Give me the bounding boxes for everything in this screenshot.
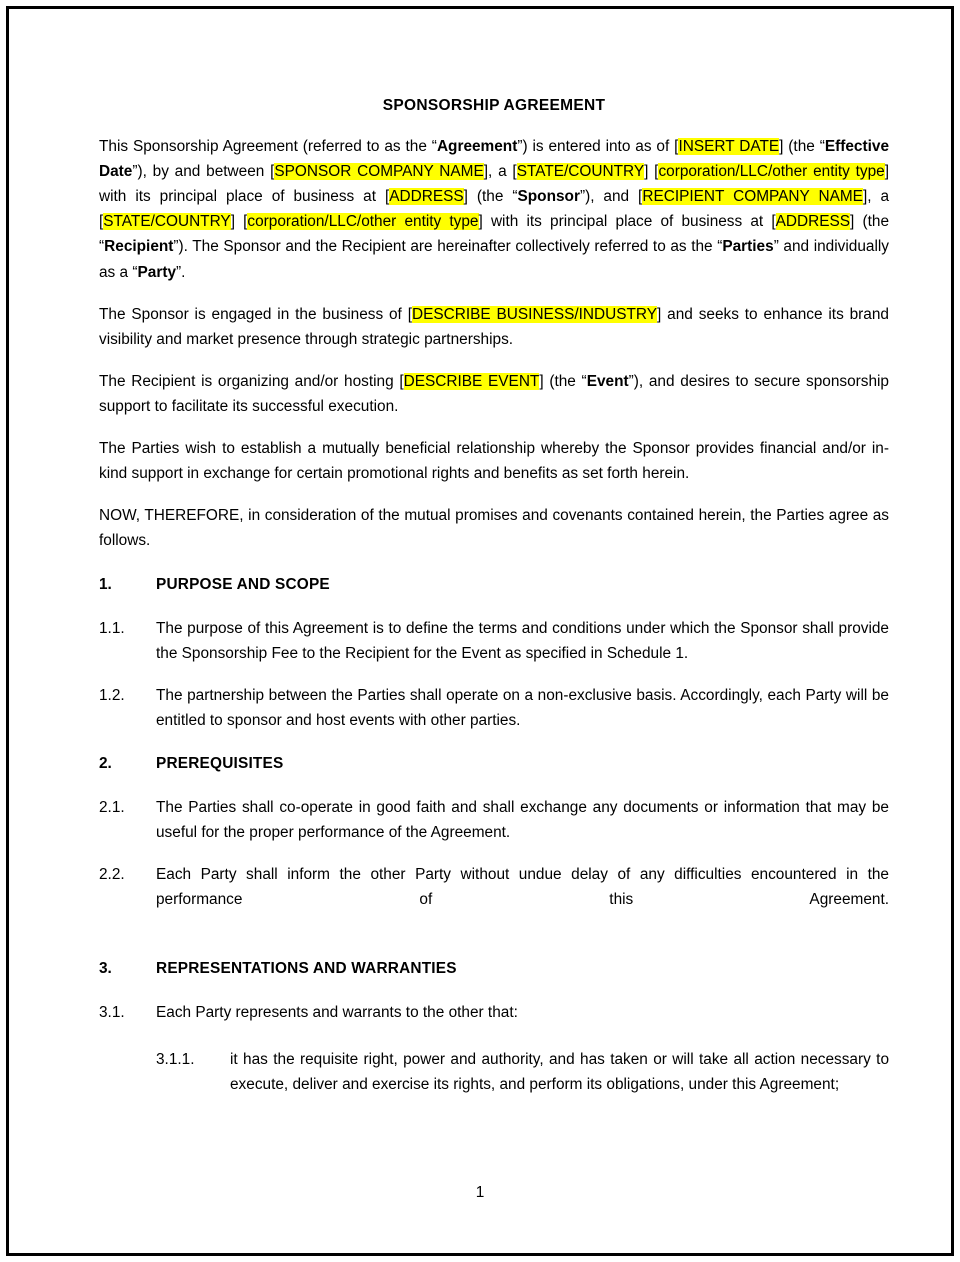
text-seg: ” and individually as a “ [99,238,889,281]
clause-3-1-1 [99,1047,889,1097]
text-seg: The Sponsor is engaged in the business of [ [99,305,412,323]
paragraph-recital-4: NOW, THEREFORE, in consideration of the mutual promises and covenants contained herein, the Parties agree as follows. [99,507,889,550]
placeholder-recipient-company: RECIPIENT COMPANY NAME [642,188,863,206]
placeholder-insert-date: INSERT DATE [678,138,780,155]
text-seg: ] (the “ [779,138,825,155]
placeholder-entity-type-2: corporation/LLC/other entity type [247,213,479,231]
document-page [6,6,954,1256]
placeholder-sponsor-company: SPONSOR COMPANY NAME [274,163,484,181]
text-seg: ”), by and between [ [132,163,275,181]
page-number: 1 [475,1184,485,1201]
text-seg: ] (the “ [99,213,890,256]
page-title: SPONSORSHIP AGREEMENT [382,97,606,114]
placeholder-address-2: ADDRESS [775,213,851,231]
placeholder-state-country-2: STATE/COUNTRY [103,213,231,231]
paragraph-recital-2 [99,369,889,419]
text-seg: ] and seeks to enhance its brand visibility and market presence through strategic partnerships. [99,305,889,348]
clause-text: The purpose of this Agreement is to define the terms and conditions under which the Sponsor shall provide the Sponsorship Fee to the Recipient for the Event as specified in Schedule 1. [156,619,889,662]
defined-term-recipient: Recipient [104,238,174,256]
section-number: 2. [99,754,112,772]
text-seg: The Recipient is organizing and/or hosting [ [99,372,404,390]
clause-number: 1.1. [99,619,125,637]
text-seg: ] [ [230,213,248,231]
clause-number: 1.2. [99,686,125,704]
text-seg: ] (the “ [539,372,587,390]
clause-text: The Parties shall co-operate in good faith and shall exchange any documents or information that may be useful for the proper performance of the Agreement. [156,798,889,842]
section-number: 1. [99,575,112,593]
clause-number: 3.1. [99,1003,125,1021]
paragraph-recital-3: The Parties wish to establish a mutually beneficial relationship whereby the Sponsor provides financial and/or in-kind support in exchange for certain promotional rights and benefits as set forth herein. [99,440,889,483]
text-seg: This Sponsorship Agreement (referred to as the “ [99,138,437,155]
text-seg: ] with its principal place of business at [ [99,163,889,206]
placeholder-describe-event: DESCRIBE EVENT [403,372,540,390]
clause-1-2 [99,683,889,733]
clause-text: Each Party shall inform the other Party without undue delay of any difficulties encountered in the performance of this Agreement. [156,866,889,909]
text-seg: ”), and desires to secure sponsorship support to facilitate its successful execution. [99,372,889,415]
placeholder-state-country-1: STATE/COUNTRY [516,163,645,181]
text-seg: ] [ [644,163,659,181]
clause-3-1 [99,1000,889,1025]
section-heading-2 [99,755,889,773]
text-seg: ], a [ [483,163,517,181]
defined-term-event: Event [586,372,629,390]
paragraph-recital-1 [99,302,889,352]
section-heading-1 [99,576,889,594]
section-title: PURPOSE AND SCOPE [156,575,330,593]
text-seg: ”. [176,263,186,281]
document-body [99,97,889,1114]
text-seg: ], a [ [99,188,890,231]
text-seg: ] with its principal place of business at [ [478,213,776,231]
clause-number: 3.1.1. [156,1050,195,1068]
placeholder-business-industry: DESCRIBE BUSINESS/INDUSTRY [411,305,658,323]
section-title: PREREQUISITES [156,754,284,772]
clause-number: 2.2. [99,866,125,884]
text-seg: ] (the “ [463,188,518,206]
placeholder-entity-type-1: corporation/LLC/other entity type [658,163,885,181]
defined-term-parties: Parties [722,238,774,256]
clause-2-2 [99,862,889,937]
defined-term-effective-date: Effective Date [99,138,889,181]
placeholder-address-1: ADDRESS [389,188,464,206]
clause-text: The partnership between the Parties shall operate on a non-exclusive basis. Accordingly, each Party will be entitled to sponsor and host events with other parties. [156,686,889,729]
clause-text: it has the requisite right, power and authority, and has taken or will take all action necessary to execute, deliver and exercise its rights, and perform its obligations, under this Agreement; [230,1050,889,1093]
paragraph-parties [99,134,889,285]
section-title: REPRESENTATIONS AND WARRANTIES [156,959,457,977]
section-heading-3 [99,960,889,978]
text-seg: ”). The Sponsor and the Recipient are hereinafter collectively referred to as the “ [173,238,723,256]
text-seg: ”) is entered into as of [ [517,138,679,155]
clause-2-1 [99,795,889,845]
clause-1-1 [99,616,889,666]
text-seg: ”), and [ [579,188,643,206]
defined-term-agreement: Agreement [436,138,518,155]
clause-text: Each Party represents and warrants to the other that: [156,1003,518,1021]
defined-term-party: Party [137,263,176,281]
section-number: 3. [99,959,112,977]
clause-number: 2.1. [99,798,125,816]
defined-term-sponsor: Sponsor [517,188,580,206]
